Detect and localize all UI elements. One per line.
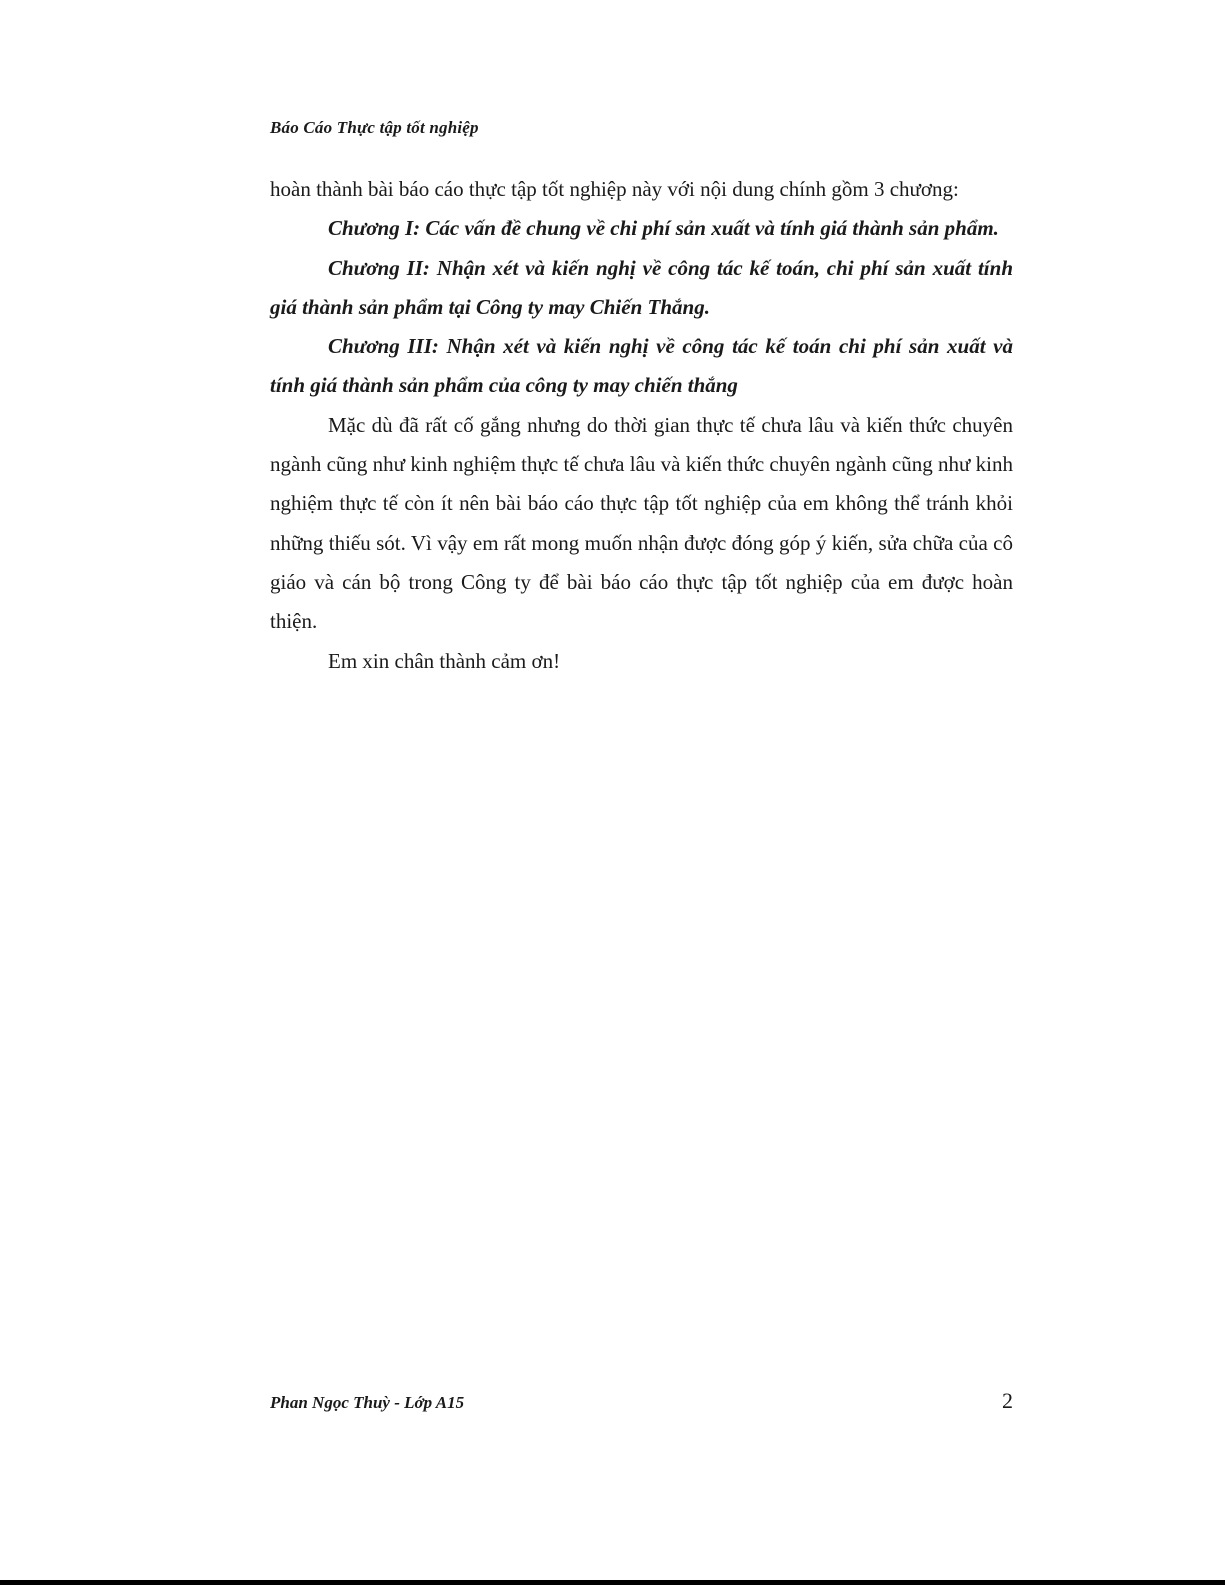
main-paragraph: Mặc dù đã rất cố gắng nhưng do thời gian thực tế chưa lâu và kiến thức chuyên ngành cũng như kinh nghiệm thực tế chưa lâu và kiến thức chuyên ngành cũng như kinh nghiệm thực tế còn ít nên bài báo cáo thực tập tốt nghiệp của em không thể tránh khỏi những thiếu sót. Vì vậy em rất mong muốn nhận được đóng góp ý kiến, sửa chữa của cô giáo và cán bộ trong Công ty để bài báo cáo thực tập tốt nghiệp của em được hoàn thiện.	[270, 412, 1013, 634]
chapter-1-line: Chương I: Các vấn đề chung về chi phí sản xuất và tính giá thành sản phẩm.	[328, 216, 999, 241]
bottom-border	[0, 1580, 1225, 1585]
chapter-2-line: Chương II: Nhận xét và kiến nghị về công tác kế toán, chi phí sản xuất tính giá thành sản phẩm tại Công ty may Chiến Thắng.	[270, 255, 1013, 319]
body-text	[270, 170, 1013, 681]
page-header: Báo Cáo Thực tập tốt nghiệp	[270, 118, 479, 137]
intro-paragraph: hoàn thành bài báo cáo thực tập tốt nghiệp này với nội dung chính gồm 3 chương:	[270, 177, 959, 201]
chapter-3-line: Chương III: Nhận xét và kiến nghị về công tác kế toán chi phí sản xuất và tính giá thành sản phẩm của công ty may chiến thắng	[270, 334, 1013, 398]
page-number: 2	[1002, 1388, 1013, 1413]
footer-author: Phan Ngọc Thuỳ - Lớp A15	[270, 1393, 465, 1412]
closing-line: Em xin chân thành cảm ơn!	[328, 648, 561, 673]
